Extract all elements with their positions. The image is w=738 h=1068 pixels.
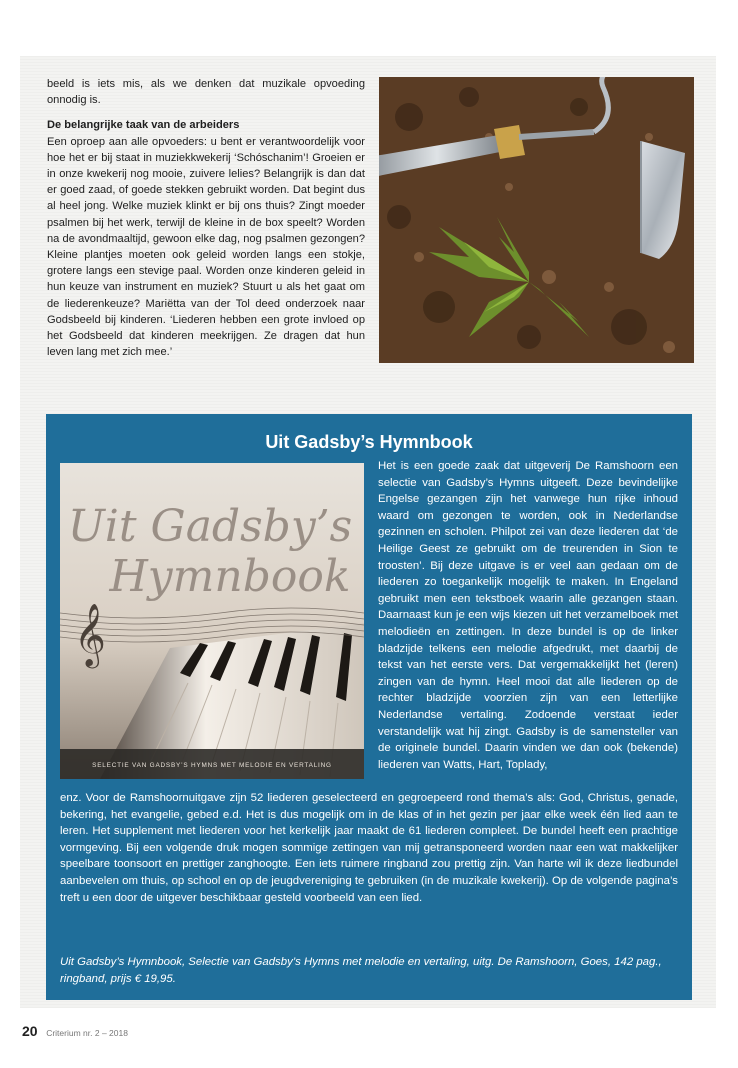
cover-subtitle: SELECTIE VAN GADSBY’S HYMNS MET MELODIE EN VERTALING bbox=[92, 762, 332, 769]
treble-clef-icon: 𝄞 bbox=[74, 603, 106, 666]
review-text-right bbox=[378, 458, 678, 773]
book-reference-text: Uit Gadsby’s Hymnbook, Selectie van Gadsby’s Hymns met melodie en vertaling, uitg. De Ramshoorn, Goes, 142 pag., ringband, prijs € 19,95. bbox=[60, 956, 662, 985]
cover-title-line1: Uit Gadsby’s bbox=[67, 501, 353, 552]
book-reference bbox=[60, 954, 678, 987]
hoe-garden-photo bbox=[379, 77, 694, 363]
left-article-column bbox=[47, 76, 365, 360]
magazine-issue: Criterium nr. 2 – 2018 bbox=[46, 1028, 128, 1038]
body-paragraph: Een oproep aan alle opvoeders: u bent er verantwoordelijk voor hoe het er bij staat in muziekkwekerij ‘Schóschanim’! Groeien er in onze kwekerij nog mooie, zuivere lelies? Belangrijk is dan dat er goed zaad, of goede stekken gebruikt worden. Dat begint dus al heel jong. Welke muziek klinkt er bij ons thuis? Zingt moeder psalmen bij het werk, terwijl de kleine in de box speelt? Worden na de avondmaaltijd, gewoon elke dag, nog psalmen gezongen? Kleine plantjes moeten ook geleid worden langs een stokje, grotere langs een stevige paal. Worden onze kinderen geleid in hun keuze van instrument en muziek? Stuurt u als het gaat om de liederenkeuze? Mariëtta van der Tol deed onderzoek naar Godsbeeld bij kinderen. ‘Liederen hebben een grote invloed op het Godsbeeld dat kinderen meekrijgen. Ze dragen dat hun leven lang met zich mee.’ bbox=[47, 135, 365, 359]
section-heading: De belangrijke taak van de arbeiders bbox=[47, 119, 240, 132]
page-footer bbox=[22, 1023, 128, 1039]
box-title: Uit Gadsby’s Hymnbook bbox=[265, 432, 473, 452]
intro-paragraph: beeld is iets mis, als we denken dat muzikale opvoeding onnodig is. bbox=[47, 78, 365, 107]
review-paragraph-1: Het is een goede zaak dat uitgeverij De Ramshoorn een selectie van Gadsby’s Hymns uitgeeft. Deze bevindelijke Engelse gezangen zijn het vanwege hun rijke inhoud waard om gezongen te worden, ook in Nederlandse gezinnen en scholen. Philpot zei van deze liederen dat ‘de Heilige Geest ze gebruikt om de treurenden in Sion te troosten’. Bij deze uitgave is er veel aan gedaan om de liederen zo toegankelijk mogelijk te maken. In Engeland gebruikt men een tekstboek waarin alle gezangen staan. Daarnaast kun je een wijs kiezen uit het verzamelboek met melodieën en zettingen. In deze bundel is op de linker bladzijde telkens een melodie afgedrukt, met daarbij de tekst van het eerste vers. Dat vergemakkelijkt het (leren) zingen van de hymn. Heel mooi dat alle liederen op de rechter bladzijde voorzien zijn van een letterlijke Nederlandse vertaling. Zodoende verstaat ieder verstandelijk wat hij zingt. Gadsby is de samensteller van de originele bundel. Daarin vinden we dan ook (bekende) liederen van Watts, Hart, Toplady, bbox=[378, 460, 678, 771]
cover-title-line2: Hymnbook bbox=[109, 551, 351, 602]
page-number: 20 bbox=[22, 1023, 38, 1039]
book-cover-image bbox=[60, 463, 364, 779]
review-text-full bbox=[60, 790, 678, 906]
review-paragraph-2: enz. Voor de Ramshoornuitgave zijn 52 liederen geselecteerd en gegroepeerd rond thema’s als: God, Christus, genade, bekering, het evangelie, gebed e.d. Het is dus mogelijk om in de klas of in het gezin per jaar elke week één lied aan te leren. Het supplement met liederen voor het kerkelijk jaar maakt de 61 liederen compleet. De bundel heeft een prachtige vormgeving. Bij een volgende druk mogen sommige zettingen van mij getransponeerd worden naar een wat makkelijker speelbare toonsoort en prettiger zanghoogte. Een iets ruimere ringband zou prettig zijn. Van harte wil ik deze liedbundel aanbevelen om thuis, op school en op de jeugdvereniging te gebruiken (in de muzikale kwekerij). Op de volgende pagina’s treft u een door de uitgever beschikbaar gesteld voorbeeld van een lied. bbox=[60, 792, 678, 904]
